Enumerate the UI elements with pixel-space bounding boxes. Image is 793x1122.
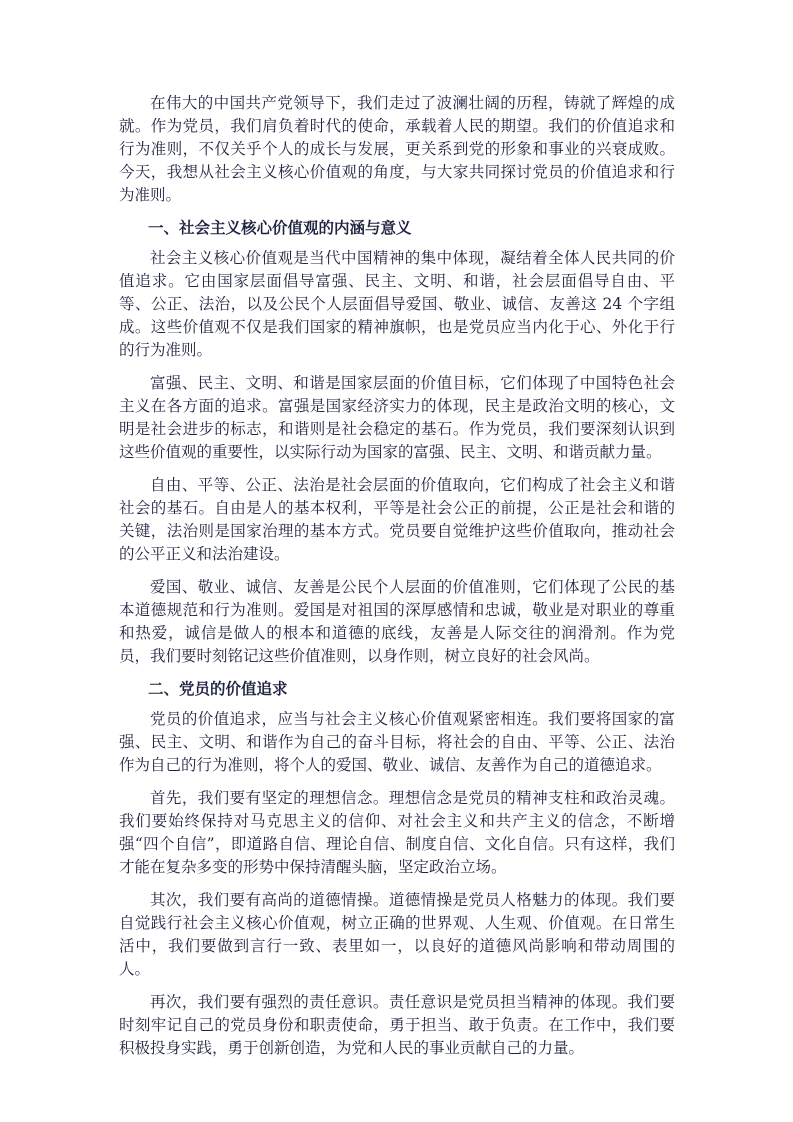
section-1-paragraph-1: 社会主义核心价值观是当代中国精神的集中体现，凝结着全体人民共同的价值追求。它由国家层面倡导富强、民主、文明、和谐，社会层面倡导自由、平等、公正、法治，以及公民个人层面倡导爱国、敬业、诚信、友善这 24 个字组成。这些价值观不仅是我们国家的精神旗帜，也是党员应当内化于心、外化于行的行为准则。 xyxy=(119,249,675,359)
section-1-heading: 一、社会主义核心价值观的内涵与意义 xyxy=(148,219,412,237)
document-page xyxy=(119,92,675,1070)
section-1-paragraph-3: 自由、平等、公正、法治是社会层面的价值取向，它们构成了社会主义和谐社会的基石。自由是人的基本权利，平等是社会公正的前提，公正是社会和谐的关键，法治则是国家治理的基本方式。党员要自觉维护这些价值取向，推动社会的公平正义和法治建设。 xyxy=(119,476,675,563)
section-1-paragraph-2: 富强、民主、文明、和谐是国家层面的价值目标，它们体现了中国特色社会主义在各方面的追求。富强是国家经济实力的体现，民主是政治文明的核心，文明是社会进步的标志，和谐则是社会稳定的基石。作为党员，我们要深刻认识到这些价值观的重要性，以实际行动为国家的富强、民主、文明、和谐贡献力量。 xyxy=(119,374,675,461)
section-2-paragraph-3: 其次，我们要有高尚的道德情操。道德情操是党员人格魅力的体现。我们要自觉践行社会主义核心价值观，树立正确的世界观、人生观、价值观。在日常生活中，我们要做到言行一致、表里如一，以良好的道德风尚影响和带动周围的人。 xyxy=(119,891,675,978)
intro-paragraph: 在伟大的中国共产党领导下，我们走过了波澜壮阔的历程，铸就了辉煌的成就。作为党员，我们肩负着时代的使命，承载着人民的期望。我们的价值追求和行为准则，不仅关乎个人的成长与发展，更关系到党的形象和事业的兴衰成败。今天，我想从社会主义核心价值观的角度，与大家共同探讨党员的价值追求和行为准则。 xyxy=(119,94,675,204)
section-2-paragraph-4: 再次，我们要有强烈的责任意识。责任意识是党员担当精神的体现。我们要时刻牢记自己的党员身份和职责使命，勇于担当、敢于负责。在工作中，我们要积极投身实践，勇于创新创造，为党和人民的事业贡献自己的力量。 xyxy=(119,993,675,1057)
section-2-heading: 二、党员的价值追求 xyxy=(148,680,288,698)
section-2-paragraph-2: 首先，我们要有坚定的理想信念。理想信念是党员的精神支柱和政治灵魂。我们要始终保持对马克思主义的信仰、对社会主义和共产主义的信念，不断增强“四个自信”，即道路自信、理论自信、制度自信、文化自信。只有这样，我们才能在复杂多变的形势中保持清醒头脑，坚定政治立场。 xyxy=(119,789,675,876)
section-2-paragraph-1: 党员的价值追求，应当与社会主义核心价值观紧密相连。我们要将国家的富强、民主、文明、和谐作为自己的奋斗目标，将社会的自由、平等、公正、法治作为自己的行为准则，将个人的爱国、敬业、诚信、友善作为自己的道德追求。 xyxy=(119,710,675,774)
section-1-paragraph-4: 爱国、敬业、诚信、友善是公民个人层面的价值准则，它们体现了公民的基本道德规范和行为准则。爱国是对祖国的深厚感情和忠诚，敬业是对职业的尊重和热爱，诚信是做人的根本和道德的底线，友善是人际交往的润滑剂。作为党员，我们要时刻铭记这些价值准则，以身作则，树立良好的社会风尚。 xyxy=(119,578,675,665)
